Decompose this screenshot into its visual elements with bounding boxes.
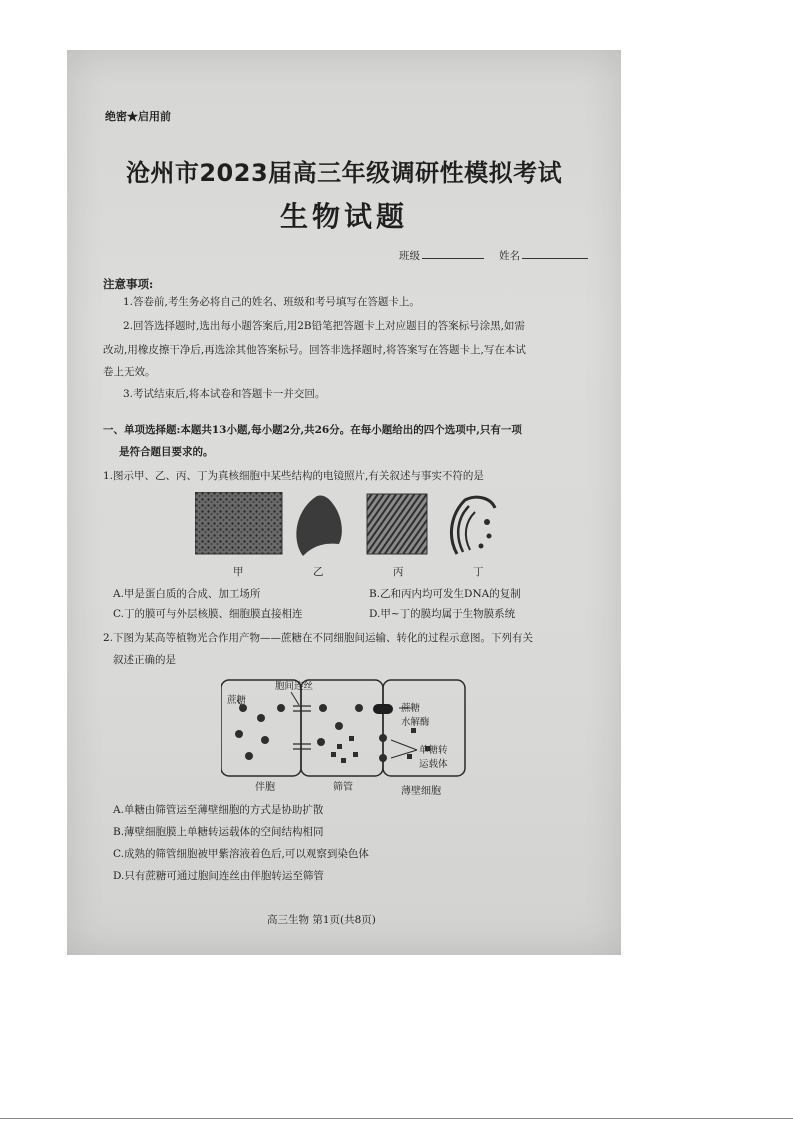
micrograph-golgi <box>451 497 495 554</box>
name-field <box>499 248 588 263</box>
q1-option-a: A.甲是蛋白质的合成、加工场所 <box>113 588 261 600</box>
q2-option-d: D.只有蔗糖可通过胞间连丝由伴胞转运至筛管 <box>113 870 324 882</box>
class-label: 班级 <box>399 250 420 262</box>
class-field <box>399 248 484 263</box>
diagram-sucrose-label: 蔗糖 <box>227 695 247 706</box>
diagram-parenchyma-label: 薄壁细胞 <box>401 786 441 797</box>
q2-diagram <box>221 678 469 790</box>
diagram-sucrase-label-2: 水解酶 <box>401 717 430 728</box>
name-blank <box>522 248 588 259</box>
q1-stem: 1.图示甲、乙、丙、丁为真核细胞中某些结构的电镜照片,有关叙述与事实不符的是 <box>103 470 484 482</box>
section1-line2: 是符合题目要求的。 <box>119 446 214 458</box>
page-divider <box>0 1118 793 1119</box>
q1-option-d: D.甲~丁的膜均属于生物膜系统 <box>369 608 516 620</box>
class-blank <box>422 248 484 259</box>
name-label: 姓名 <box>499 250 520 262</box>
micrograph-chloroplast <box>367 494 427 554</box>
sucrase-enzyme <box>373 704 393 714</box>
note-2b: 改动,用橡皮擦干净后,再选涂其他答案标号。回答非选择题时,将答案写在答题卡上,写在本试 <box>103 344 526 356</box>
notes-heading: 注意事项: <box>103 277 154 291</box>
diagram-transporter-label-2: 运载体 <box>419 759 448 770</box>
page-footer: 高三生物 第1页(共8页) <box>267 914 376 926</box>
label-bing: 丙 <box>393 566 404 578</box>
confidential-mark: 绝密★启用前 <box>105 110 171 123</box>
note-3: 3.考试结束后,将本试卷和答题卡一并交回。 <box>123 388 326 400</box>
q1-option-c: C.丁的膜可与外层核膜、细胞膜直接相连 <box>113 608 303 620</box>
diagram-sucrase-label-1: 蔗糖 <box>401 703 421 714</box>
diagram-sieve-label: 筛管 <box>333 782 353 793</box>
section1-line1: 一、单项选择题:本题共13小题,每小题2分,共26分。在每小题给出的四个选项中,只有一项 <box>103 424 522 436</box>
q2-option-c: C.成熟的筛管细胞被甲紫溶液着色后,可以观察到染色体 <box>113 848 369 860</box>
exam-subtitle: 生物试题 <box>279 200 408 233</box>
diagram-plasmodesmata-label: 胞间连丝 <box>275 681 314 692</box>
q2-stem-1: 2.下图为某高等植物光合作用产物——蔗糖在不同细胞间运输、转化的过程示意图。下列有关 <box>103 632 534 644</box>
diagram-companion-label: 伴胞 <box>255 782 275 793</box>
note-2a: 2.回答选择题时,选出每小题答案后,用2B铅笔把答题卡上对应题目的答案标号涂黑,如需 <box>123 320 525 332</box>
label-jia: 甲 <box>233 566 244 578</box>
note-1: 1.答卷前,考生务必将自己的姓名、班级和考号填写在答题卡上。 <box>123 296 420 308</box>
diagram-transporter-label-1: 单糖转 <box>419 745 448 756</box>
micrograph-er <box>195 492 282 554</box>
q2-stem-2: 叙述正确的是 <box>113 654 176 666</box>
label-yi: 乙 <box>313 566 324 578</box>
exam-page <box>67 50 621 955</box>
exam-title: 沧州市2023届高三年级调研性模拟考试 <box>125 159 563 187</box>
q2-option-b: B.薄壁细胞膜上单糖转运载体的空间结构相同 <box>113 826 324 838</box>
note-2c: 卷上无效。 <box>103 366 156 378</box>
label-ding: 丁 <box>473 566 484 578</box>
q2-option-a: A.单糖由筛管运至薄壁细胞的方式是协助扩散 <box>113 804 324 816</box>
q1-option-b: B.乙和丙内均可发生DNA的复制 <box>369 588 521 600</box>
micrograph-mitochondrion <box>296 495 342 556</box>
